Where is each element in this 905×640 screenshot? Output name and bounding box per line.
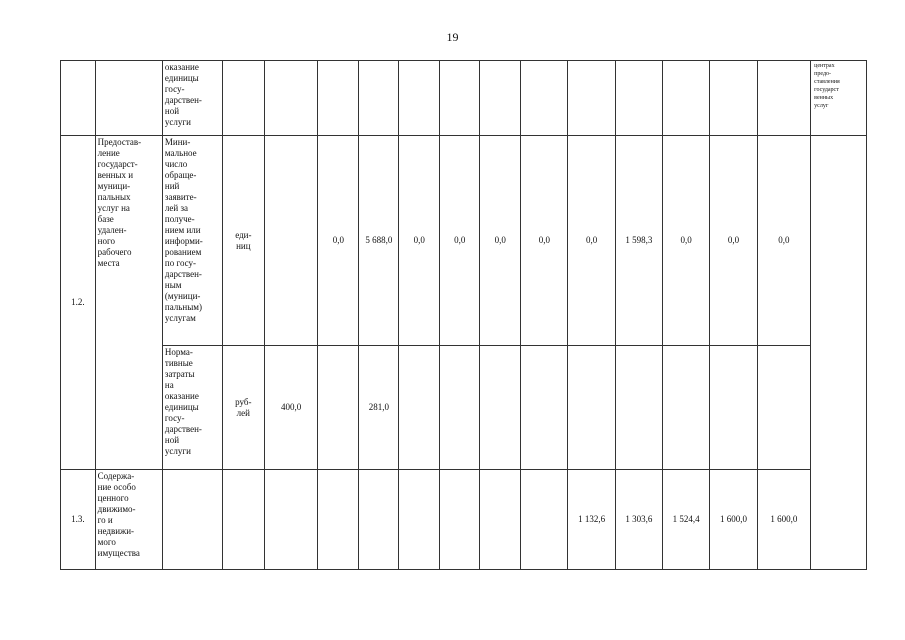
value-cell bbox=[264, 61, 318, 136]
value-cell bbox=[399, 346, 440, 470]
value-cell bbox=[615, 61, 662, 136]
table-row bbox=[61, 470, 867, 570]
value-cell bbox=[359, 470, 399, 570]
row-number-cell bbox=[61, 61, 96, 136]
value-cell: 1 524,4 bbox=[663, 470, 710, 570]
row-number-cell: 1.2. bbox=[61, 136, 96, 470]
note-cell bbox=[811, 136, 867, 570]
name-cell bbox=[95, 61, 162, 136]
value-cell: 0,0 bbox=[318, 136, 359, 346]
value-cell: 5 688,0 bbox=[359, 136, 399, 346]
value-cell bbox=[710, 61, 757, 136]
value-cell: 1 600,0 bbox=[757, 470, 811, 570]
value-cell bbox=[521, 470, 568, 570]
value-cell: 1 600,0 bbox=[710, 470, 757, 570]
unit-cell bbox=[222, 61, 264, 136]
data-table bbox=[60, 60, 867, 570]
value-cell: 400,0 bbox=[264, 346, 318, 470]
name-cell: Содержа- ние особо ценного движимо- го и недвижи- мого имущества bbox=[95, 470, 162, 570]
value-cell bbox=[757, 61, 811, 136]
value-cell bbox=[440, 61, 480, 136]
value-cell bbox=[440, 470, 480, 570]
value-cell: 0,0 bbox=[710, 136, 757, 346]
value-cell: 1 132,6 bbox=[568, 470, 615, 570]
value-cell: 0,0 bbox=[757, 136, 811, 346]
value-cell bbox=[615, 346, 662, 470]
value-cell: 0,0 bbox=[568, 136, 615, 346]
value-cell bbox=[399, 61, 440, 136]
value-cell bbox=[568, 61, 615, 136]
value-cell bbox=[359, 61, 399, 136]
table-row bbox=[61, 61, 867, 136]
unit-cell: руб- лей bbox=[222, 346, 264, 470]
value-cell bbox=[663, 61, 710, 136]
value-cell bbox=[264, 470, 318, 570]
value-cell bbox=[521, 346, 568, 470]
value-cell: 281,0 bbox=[359, 346, 399, 470]
value-cell bbox=[480, 470, 521, 570]
value-cell bbox=[264, 136, 318, 346]
indicator-cell: Норма- тивные затраты на оказание единицы госу- дарствен- ной услуги bbox=[162, 346, 222, 470]
value-cell: 1 598,3 bbox=[615, 136, 662, 346]
value-cell: 0,0 bbox=[399, 136, 440, 346]
indicator-cell bbox=[162, 470, 222, 570]
indicator-cell: оказание единицы госу- дарствен- ной услуги bbox=[162, 61, 222, 136]
value-cell bbox=[318, 346, 359, 470]
value-cell bbox=[568, 346, 615, 470]
page-number: 19 bbox=[446, 30, 459, 44]
value-cell bbox=[440, 346, 480, 470]
value-cell bbox=[663, 346, 710, 470]
indicator-cell: Мини- мальное число обраще- ний заявите- лей за получе- нием или информи- рованием по госу- дарствен- ным (муници- пальным) услугам bbox=[162, 136, 222, 346]
value-cell: 0,0 bbox=[480, 136, 521, 346]
value-cell bbox=[399, 470, 440, 570]
unit-cell: еди- ниц bbox=[222, 136, 264, 346]
name-cell: Предостав- ление государст- венных и муници- пальных услуг на базе удален- ного рабочего места bbox=[95, 136, 162, 470]
value-cell bbox=[480, 61, 521, 136]
row-number-cell: 1.3. bbox=[61, 470, 96, 570]
value-cell: 0,0 bbox=[663, 136, 710, 346]
table-row bbox=[61, 136, 867, 346]
note-cell: центрах предо- ставления государст венных услуг bbox=[811, 61, 867, 136]
value-cell: 1 303,6 bbox=[615, 470, 662, 570]
value-cell bbox=[521, 61, 568, 136]
value-cell: 0,0 bbox=[440, 136, 480, 346]
value-cell bbox=[318, 470, 359, 570]
value-cell bbox=[318, 61, 359, 136]
value-cell bbox=[757, 346, 811, 470]
table-row bbox=[61, 346, 867, 470]
value-cell: 0,0 bbox=[521, 136, 568, 346]
value-cell bbox=[710, 346, 757, 470]
unit-cell bbox=[222, 470, 264, 570]
value-cell bbox=[480, 346, 521, 470]
